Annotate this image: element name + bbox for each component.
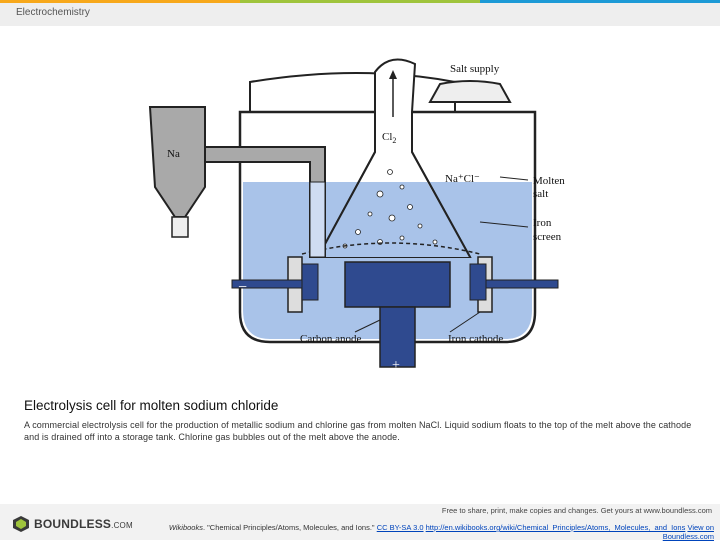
sodium-reservoir <box>150 107 205 217</box>
carbon-anode <box>345 262 450 307</box>
source-url-link[interactable]: http://en.wikibooks.org/wiki/Chemical_Principles/Atoms,_Molecules,_and_Ions <box>425 523 686 532</box>
label-chlorine: $Cl_2$ <box>382 131 397 145</box>
label-salt: salt <box>533 188 549 200</box>
label-minus: − <box>238 279 248 296</box>
boundless-logo-icon <box>12 516 30 532</box>
attribution-title: . "Chemical Principles/Atoms, Molecules, and Ions." <box>202 523 375 532</box>
footer-attribution <box>140 523 714 541</box>
caption-title: Electrolysis cell for molten sodium chloride <box>24 398 279 413</box>
attribution-source: Wikibooks <box>168 523 203 532</box>
label-sodium: Na <box>167 148 180 160</box>
header-bar <box>0 0 720 26</box>
footer-share-notice: Free to share, print, make copies and changes. Get yours at www.boundless.com <box>441 506 712 515</box>
label-nacl: Na⁺Cl⁻ <box>445 173 480 185</box>
footer <box>0 504 720 540</box>
label-screen: screen <box>533 231 562 243</box>
tank-lid <box>250 73 455 112</box>
view-on-boundless-link[interactable]: View on Boundless.com <box>662 523 714 541</box>
electrolysis-cell-diagram <box>140 42 580 382</box>
caption-body: A commercial electrolysis cell for the production of metallic sodium and chlorine gas from molten NaCl. Liquid sodium floats to the top of the melt above the cathode and is drained off into a storage tank. Chlorine gas bubbles out of the melt above the anode. <box>24 420 692 442</box>
boundless-logo-text: BOUNDLESS.COM <box>34 517 133 531</box>
boundless-logo[interactable] <box>12 516 133 532</box>
label-salt-supply: Salt supply <box>450 63 500 75</box>
label-iron-cathode: Iron cathode <box>448 333 504 345</box>
header-title: Electrochemistry <box>16 7 90 18</box>
label-molten: Molten <box>533 175 565 187</box>
accent-stripe-blue <box>480 0 720 3</box>
salt-supply-hopper <box>430 81 510 102</box>
label-plus: + <box>392 358 400 373</box>
label-iron: Iron <box>533 217 552 229</box>
accent-stripe-orange <box>0 0 240 3</box>
accent-stripe-green <box>240 0 480 3</box>
license-link[interactable]: CC BY-SA 3.0 <box>376 523 424 532</box>
label-carbon-anode: Carbon anode <box>300 333 362 345</box>
